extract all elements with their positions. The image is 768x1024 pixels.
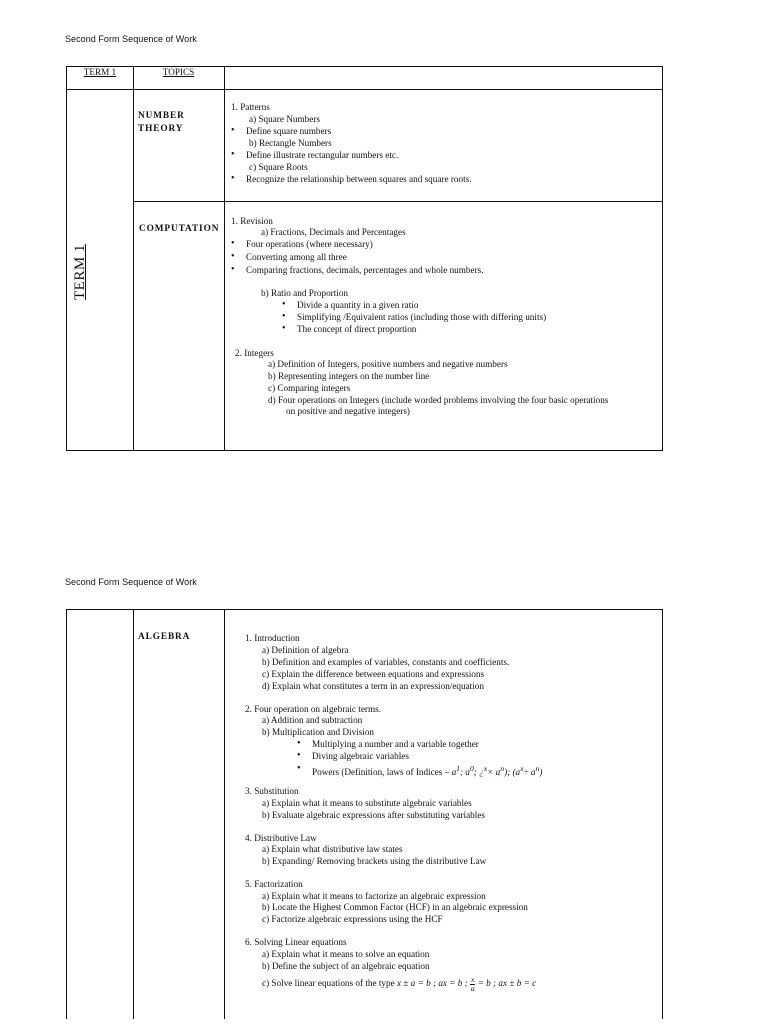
alg-bullet-line-powers	[312, 763, 542, 778]
math-mark: ¿	[479, 767, 484, 778]
comp-bullet-line: • Four operations (where necessary)	[246, 238, 373, 250]
topic-computation: COMPUTATION	[139, 224, 220, 234]
nt-line: c) Square Roots	[249, 162, 308, 172]
math-div: ÷ a	[523, 767, 536, 778]
comp-line: a) Definition of Integers, positive numbers and negative numbers	[268, 359, 508, 369]
alg-line: a) Explain what distributive law states	[262, 844, 403, 854]
fraction-x-over-a	[470, 976, 475, 992]
math-sup: 1	[456, 764, 460, 773]
content-cell-computation	[224, 201, 663, 451]
alg-line: b) Definition and examples of variables, constants and coefficients.	[262, 657, 510, 667]
math-close: )	[539, 767, 543, 778]
comp-line: 2. Integers	[235, 348, 274, 358]
alg-line: c) Factorize algebraic expressions using the HCF	[262, 914, 443, 924]
nt-bullet-line: • Define square numbers	[246, 125, 331, 137]
nt-line: b) Rectangle Numbers	[249, 138, 332, 148]
math-paren: ); (a	[504, 767, 521, 778]
nt-bullet-line: • Define illustrate rectangular numbers etc.	[246, 149, 398, 161]
alg-line: 1. Introduction	[245, 633, 300, 643]
page-header: Second Form Sequence of Work	[65, 34, 197, 44]
content-cell-algebra	[224, 609, 663, 1019]
topic-number-theory-l2: THEORY	[138, 124, 184, 134]
comp-line: d) Four operations on Integers (include worded problems involving the four basic operations	[268, 395, 609, 405]
nt-line: 1. Patterns	[231, 102, 270, 112]
alg-line: b) Multiplication and Division	[262, 727, 375, 737]
alg-line: a) Addition and subtraction	[262, 715, 363, 725]
math-times: × a	[487, 767, 501, 778]
comp-bullet-line: • Converting among all three	[246, 251, 347, 263]
topic-algebra: ALGEBRA	[138, 632, 191, 642]
comp-bullet-line: • Comparing fractions, decimals, percentages and whole numbers.	[246, 264, 484, 276]
alg-line: 5. Factorization	[245, 879, 303, 889]
solve-math-2: = b ; ax ± b = c	[477, 978, 537, 989]
header-cell-topics	[133, 66, 225, 90]
term-column	[66, 609, 134, 1019]
comp-bullet-line: • The concept of direct proportion	[297, 323, 416, 335]
powers-text: Powers (Definition, laws of Indices –	[312, 767, 452, 778]
content-cell-number-theory	[224, 89, 663, 202]
alg-line: a) Definition of algebra	[262, 645, 349, 655]
alg-line: a) Explain what it means to solve an equation	[262, 949, 430, 959]
col-header-term: TERM 1	[83, 67, 117, 77]
topic-number-theory-l1: NUMBER	[138, 111, 185, 121]
term-vertical-label: TERM 1	[72, 244, 88, 300]
comp-bullet-line: • Divide a quantity in a given ratio	[297, 299, 418, 311]
math-a: a	[451, 767, 457, 778]
header-cell-term	[66, 66, 134, 90]
alg-line: 3. Substitution	[245, 786, 299, 796]
page-header: Second Form Sequence of Work	[65, 577, 197, 587]
alg-line: d) Explain what constitutes a term in an expression/equation	[262, 681, 484, 691]
alg-line: 6. Solving Linear equations	[245, 937, 347, 947]
alg-line: a) Explain what it means to factorize an algebraic expression	[262, 891, 486, 901]
comp-line: a) Fractions, Decimals and Percentages	[261, 227, 406, 237]
comp-line: 1. Revision	[231, 216, 273, 226]
math-sup: n	[500, 764, 505, 773]
math-a: a	[465, 767, 470, 778]
alg-bullet-line: • Multiplying a number and a variable together	[312, 738, 479, 750]
alg-line-solve	[262, 976, 536, 992]
math-sup: 0	[469, 764, 474, 773]
header-cell-content	[224, 66, 663, 90]
math-sup: n	[535, 764, 540, 773]
powers-math: $a^1$; $a^0$; ¿$^x\times a^n$); $(a^x\div a^n)$	[451, 764, 543, 778]
alg-line: b) Define the subject of an algebraic equation	[262, 961, 430, 971]
comp-line: c) Comparing integers	[268, 383, 351, 393]
math-sup: x	[483, 764, 488, 773]
solve-math-1: x ± a = b ; ax = b ;	[396, 978, 468, 989]
comp-line: b) Ratio and Proportion	[261, 288, 349, 298]
alg-line: b) Locate the Highest Common Factor (HCF) in an algebraic expression	[262, 902, 528, 912]
alg-line: c) Explain the difference between equations and expressions	[262, 669, 485, 679]
alg-line: b) Evaluate algebraic expressions after substituting variables	[262, 810, 485, 820]
alg-line: 4. Distributive Law	[245, 833, 317, 843]
topic-cell-algebra	[133, 609, 225, 1019]
alg-line: a) Explain what it means to substitute algebraic variables	[262, 798, 472, 808]
alg-line: b) Expanding/ Removing brackets using the distributive Law	[262, 856, 487, 866]
col-header-topics: TOPICS	[162, 67, 195, 77]
comp-line: on positive and negative integers)	[286, 406, 410, 416]
frac-num: x	[471, 975, 475, 984]
comp-bullet-line: • Simplifying /Equivalent ratios (including those with differing units)	[297, 311, 546, 323]
alg-line: 2. Four operation on algebraic terms.	[245, 704, 381, 714]
math-sup: x	[520, 764, 524, 773]
topic-cell-computation	[133, 201, 225, 451]
topic-cell-number-theory	[133, 89, 225, 202]
nt-bullet-line: • Recognize the relationship between squares and square roots.	[246, 173, 472, 185]
comp-line: b) Representing integers on the number line	[268, 371, 430, 381]
frac-den: a	[470, 983, 475, 993]
solve-text: c) Solve linear equations of the type	[262, 978, 397, 989]
nt-line: a) Square Numbers	[249, 114, 320, 124]
alg-bullet-line: • Diving algebraic variables	[312, 750, 409, 762]
